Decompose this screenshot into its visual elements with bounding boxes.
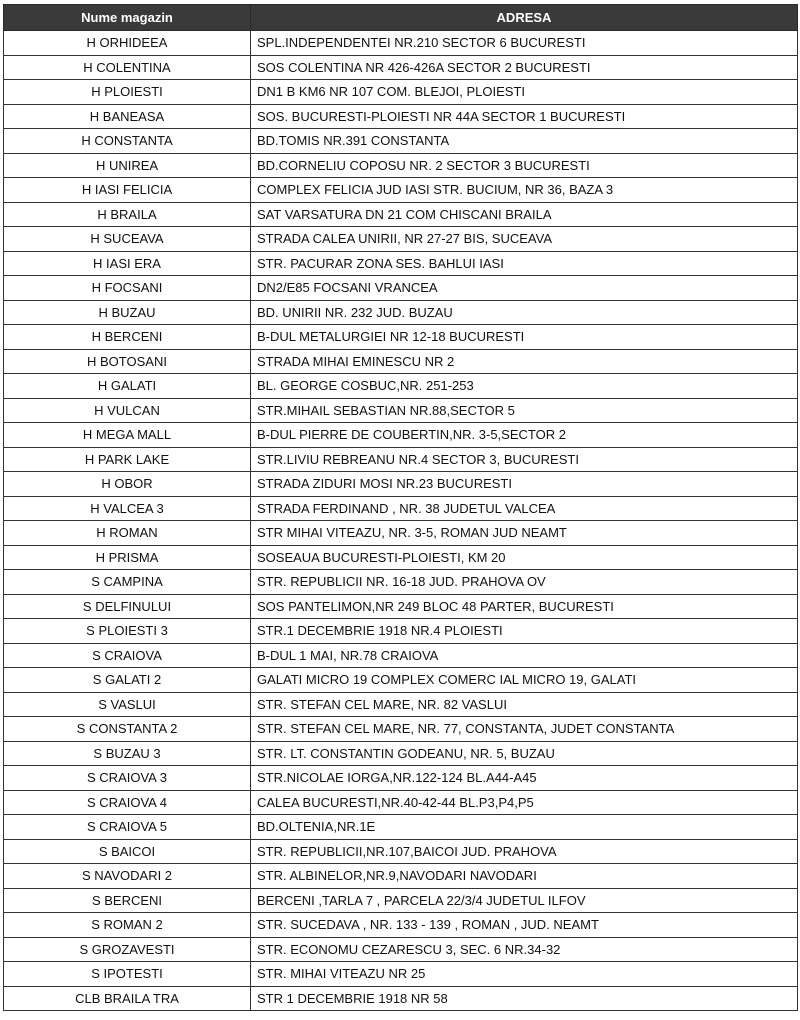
table-row <box>4 717 798 742</box>
table-row <box>4 913 798 938</box>
store-name-cell: S GALATI 2 <box>4 668 251 693</box>
table-row <box>4 643 798 668</box>
table-row <box>4 276 798 301</box>
store-name-cell: H VALCEA 3 <box>4 496 251 521</box>
store-address-table <box>3 4 798 1011</box>
store-address-table-container <box>3 4 797 1011</box>
address-cell: STR MIHAI VITEAZU, NR. 3-5, ROMAN JUD NEAMT <box>251 521 798 546</box>
address-cell: BERCENI ,TARLA 7 , PARCELA 22/3/4 JUDETUL ILFOV <box>251 888 798 913</box>
table-header-row <box>4 5 798 31</box>
address-cell: B-DUL METALURGIEI NR 12-18 BUCURESTI <box>251 325 798 350</box>
address-cell: STR.LIVIU REBREANU NR.4 SECTOR 3, BUCURESTI <box>251 447 798 472</box>
address-cell: STRADA ZIDURI MOSI NR.23 BUCURESTI <box>251 472 798 497</box>
table-row <box>4 374 798 399</box>
address-cell: STR. ECONOMU CEZARESCU 3, SEC. 6 NR.34-32 <box>251 937 798 962</box>
table-row <box>4 496 798 521</box>
store-name-cell: H IASI FELICIA <box>4 178 251 203</box>
address-cell: STR 1 DECEMBRIE 1918 NR 58 <box>251 986 798 1011</box>
store-name-cell: S CAMPINA <box>4 570 251 595</box>
address-cell: GALATI MICRO 19 COMPLEX COMERC IAL MICRO 19, GALATI <box>251 668 798 693</box>
store-name-cell: H COLENTINA <box>4 55 251 80</box>
address-cell: STR. REPUBLICII,NR.107,BAICOI JUD. PRAHOVA <box>251 839 798 864</box>
table-row <box>4 31 798 56</box>
address-cell: DN2/E85 FOCSANI VRANCEA <box>251 276 798 301</box>
table-row <box>4 741 798 766</box>
table-row <box>4 472 798 497</box>
address-cell: SOS. BUCURESTI-PLOIESTI NR 44A SECTOR 1 BUCURESTI <box>251 104 798 129</box>
header-address: ADRESA <box>251 5 798 31</box>
address-cell: CALEA BUCURESTI,NR.40-42-44 BL.P3,P4,P5 <box>251 790 798 815</box>
store-name-cell: H CONSTANTA <box>4 129 251 154</box>
address-cell: STR. REPUBLICII NR. 16-18 JUD. PRAHOVA OV <box>251 570 798 595</box>
address-cell: SOSEAUA BUCURESTI-PLOIESTI, KM 20 <box>251 545 798 570</box>
address-cell: STRADA MIHAI EMINESCU NR 2 <box>251 349 798 374</box>
store-name-cell: H PLOIESTI <box>4 80 251 105</box>
table-row <box>4 55 798 80</box>
table-row <box>4 545 798 570</box>
table-row <box>4 80 798 105</box>
store-name-cell: H MEGA MALL <box>4 423 251 448</box>
store-name-cell: H PARK LAKE <box>4 447 251 472</box>
table-row <box>4 398 798 423</box>
address-cell: STR. STEFAN CEL MARE, NR. 82 VASLUI <box>251 692 798 717</box>
address-cell: B-DUL 1 MAI, NR.78 CRAIOVA <box>251 643 798 668</box>
table-row <box>4 423 798 448</box>
address-cell: DN1 B KM6 NR 107 COM. BLEJOI, PLOIESTI <box>251 80 798 105</box>
store-name-cell: S DELFINULUI <box>4 594 251 619</box>
table-row <box>4 594 798 619</box>
table-row <box>4 692 798 717</box>
address-cell: SPL.INDEPENDENTEI NR.210 SECTOR 6 BUCURESTI <box>251 31 798 56</box>
store-name-cell: H GALATI <box>4 374 251 399</box>
store-name-cell: H PRISMA <box>4 545 251 570</box>
address-cell: STR. PACURAR ZONA SES. BAHLUI IASI <box>251 251 798 276</box>
address-cell: BD.OLTENIA,NR.1E <box>251 815 798 840</box>
table-row <box>4 521 798 546</box>
store-name-cell: S NAVODARI 2 <box>4 864 251 889</box>
store-name-cell: S ROMAN 2 <box>4 913 251 938</box>
table-row <box>4 619 798 644</box>
store-name-cell: H BRAILA <box>4 202 251 227</box>
table-row <box>4 251 798 276</box>
store-name-cell: S CRAIOVA 5 <box>4 815 251 840</box>
table-row <box>4 300 798 325</box>
table-row <box>4 570 798 595</box>
table-row <box>4 227 798 252</box>
store-name-cell: CLB BRAILA TRA <box>4 986 251 1011</box>
address-cell: B-DUL PIERRE DE COUBERTIN,NR. 3-5,SECTOR 2 <box>251 423 798 448</box>
store-name-cell: S CONSTANTA 2 <box>4 717 251 742</box>
store-name-cell: H FOCSANI <box>4 276 251 301</box>
table-row <box>4 325 798 350</box>
address-cell: STR.MIHAIL SEBASTIAN NR.88,SECTOR 5 <box>251 398 798 423</box>
table-row <box>4 864 798 889</box>
store-name-cell: H BANEASA <box>4 104 251 129</box>
table-row <box>4 937 798 962</box>
table-row <box>4 178 798 203</box>
table-row <box>4 129 798 154</box>
table-row <box>4 986 798 1011</box>
store-name-cell: H UNIREA <box>4 153 251 178</box>
store-name-cell: S GROZAVESTI <box>4 937 251 962</box>
store-name-cell: H BOTOSANI <box>4 349 251 374</box>
address-cell: BD.CORNELIU COPOSU NR. 2 SECTOR 3 BUCURESTI <box>251 153 798 178</box>
store-name-cell: S VASLUI <box>4 692 251 717</box>
store-name-cell: H BERCENI <box>4 325 251 350</box>
store-name-cell: S BAICOI <box>4 839 251 864</box>
table-row <box>4 202 798 227</box>
header-store-name: Nume magazin <box>4 5 251 31</box>
store-name-cell: S BERCENI <box>4 888 251 913</box>
table-body <box>4 31 798 1011</box>
address-cell: COMPLEX FELICIA JUD IASI STR. BUCIUM, NR 36, BAZA 3 <box>251 178 798 203</box>
table-row <box>4 888 798 913</box>
store-name-cell: H VULCAN <box>4 398 251 423</box>
address-cell: STR. STEFAN CEL MARE, NR. 77, CONSTANTA, JUDET CONSTANTA <box>251 717 798 742</box>
store-name-cell: H OBOR <box>4 472 251 497</box>
table-row <box>4 104 798 129</box>
table-row <box>4 839 798 864</box>
address-cell: STR.NICOLAE IORGA,NR.122-124 BL.A44-A45 <box>251 766 798 791</box>
address-cell: BD. UNIRII NR. 232 JUD. BUZAU <box>251 300 798 325</box>
address-cell: SOS PANTELIMON,NR 249 BLOC 48 PARTER, BUCURESTI <box>251 594 798 619</box>
table-row <box>4 815 798 840</box>
table-row <box>4 153 798 178</box>
address-cell: STR.1 DECEMBRIE 1918 NR.4 PLOIESTI <box>251 619 798 644</box>
address-cell: BD.TOMIS NR.391 CONSTANTA <box>251 129 798 154</box>
table-row <box>4 766 798 791</box>
table-row <box>4 349 798 374</box>
table-row <box>4 962 798 987</box>
address-cell: STRADA CALEA UNIRII, NR 27-27 BIS, SUCEAVA <box>251 227 798 252</box>
store-name-cell: S PLOIESTI 3 <box>4 619 251 644</box>
store-name-cell: S CRAIOVA 3 <box>4 766 251 791</box>
address-cell: STR. SUCEDAVA , NR. 133 - 139 , ROMAN , JUD. NEAMT <box>251 913 798 938</box>
store-name-cell: H ROMAN <box>4 521 251 546</box>
store-name-cell: H BUZAU <box>4 300 251 325</box>
address-cell: STR. LT. CONSTANTIN GODEANU, NR. 5, BUZAU <box>251 741 798 766</box>
store-name-cell: H ORHIDEEA <box>4 31 251 56</box>
store-name-cell: S BUZAU 3 <box>4 741 251 766</box>
address-cell: SOS COLENTINA NR 426-426A SECTOR 2 BUCURESTI <box>251 55 798 80</box>
store-name-cell: S IPOTESTI <box>4 962 251 987</box>
table-row <box>4 447 798 472</box>
address-cell: BL. GEORGE COSBUC,NR. 251-253 <box>251 374 798 399</box>
store-name-cell: H IASI ERA <box>4 251 251 276</box>
address-cell: STR. MIHAI VITEAZU NR 25 <box>251 962 798 987</box>
store-name-cell: S CRAIOVA <box>4 643 251 668</box>
store-name-cell: H SUCEAVA <box>4 227 251 252</box>
address-cell: STR. ALBINELOR,NR.9,NAVODARI NAVODARI <box>251 864 798 889</box>
table-row <box>4 790 798 815</box>
address-cell: SAT VARSATURA DN 21 COM CHISCANI BRAILA <box>251 202 798 227</box>
store-name-cell: S CRAIOVA 4 <box>4 790 251 815</box>
address-cell: STRADA FERDINAND , NR. 38 JUDETUL VALCEA <box>251 496 798 521</box>
table-row <box>4 668 798 693</box>
